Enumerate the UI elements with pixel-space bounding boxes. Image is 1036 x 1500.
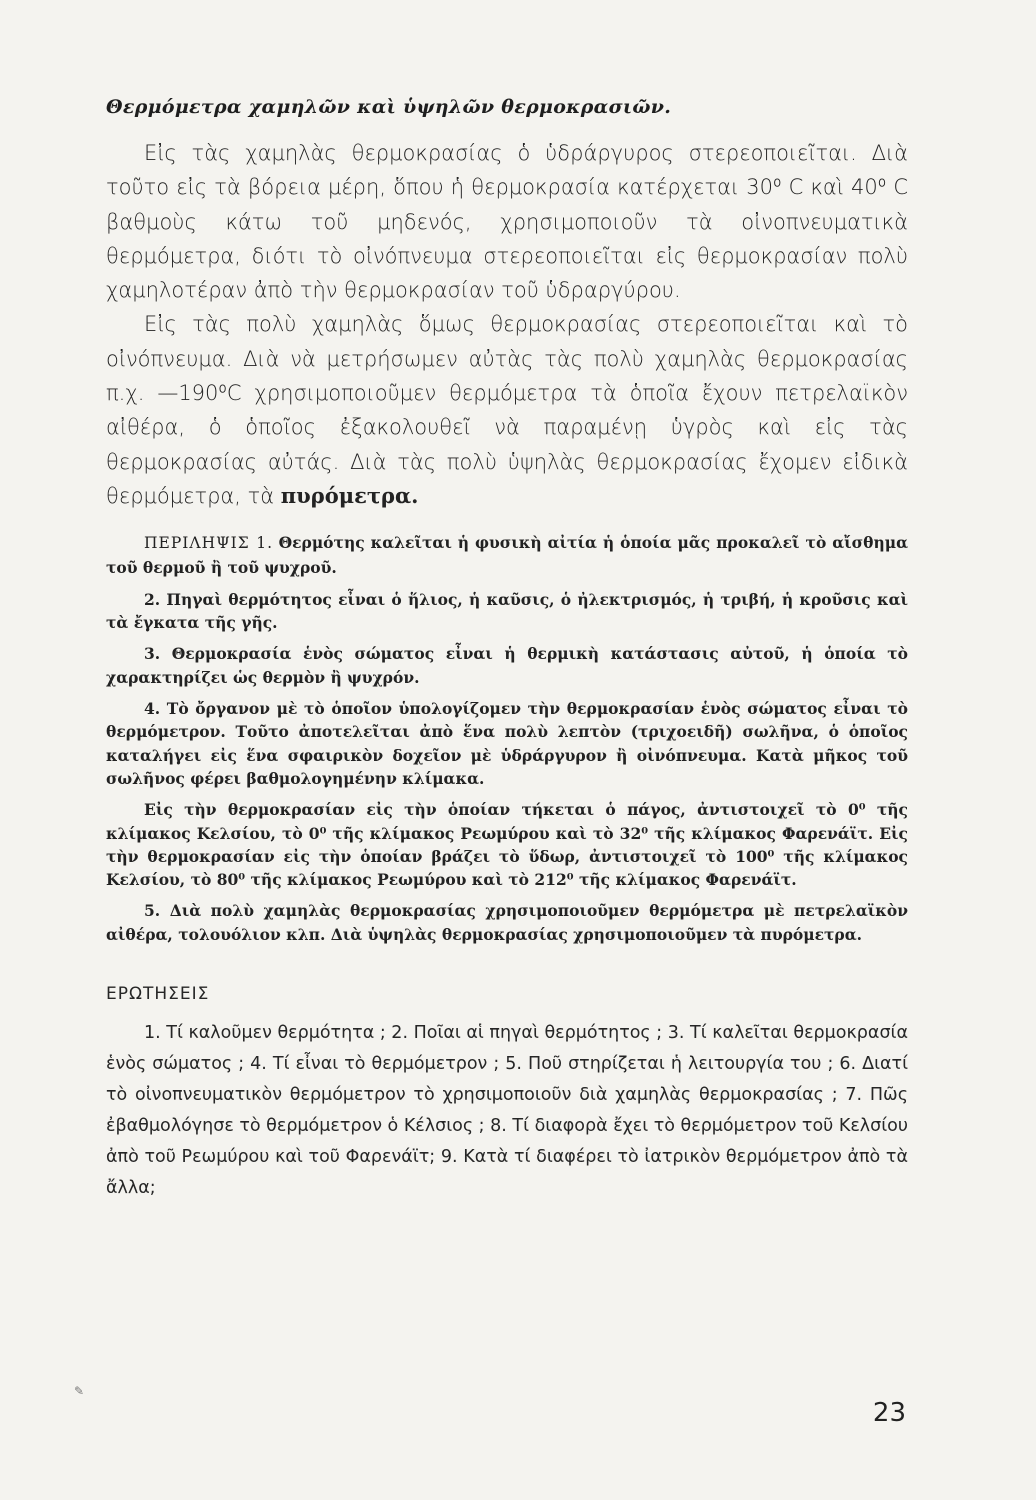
section-title-text: Θερμόμετρα χαμηλῶν καὶ ὑψηλῶν θερμοκρασιῶν. bbox=[106, 96, 672, 118]
summary-item-3: 3. Θερμοκρασία ἑνὸς σώματος εἶναι ἡ θερμικὴ κατάστασις αὐτοῦ, ἡ ὁποία τὸ χαρακτηρίζει ὡς θερμὸν ἢ ψυχρόν. bbox=[106, 644, 908, 687]
scan-mark-icon: ✎ bbox=[74, 1384, 85, 1398]
paragraph-very-low-temperatures bbox=[106, 307, 908, 513]
paragraph-low-temperatures: Εἰς τὰς χαμηλὰς θερμοκρασίας ὁ ὑδράργυρος στερεοποιεῖται. Διὰ τοῦτο εἰς τὰ βόρεια μέρη, ὅπου ἡ θερμοκρασία κατέρχεται 30⁰ C καὶ 40⁰ C βαθμοὺς κάτω τοῦ μηδενός, χρησιμοποιοῦν τὰ οἰνοπνευματικὰ θερμόμετρα, διότι τὸ οἰνόπνευμα στερεοποιεῖται εἰς θερμοκρασίαν πολὺ χαμηλοτέραν ἀπὸ τὴν θερμοκρασίαν τοῦ ὑδραργύρου. bbox=[106, 141, 908, 303]
summary-item-1-text: Θερμότης καλεῖται ἡ φυσικὴ αἰτία ἡ ὁποία μᾶς προκαλεῖ τὸ αἴσθημα τοῦ θερμοῦ ἢ τοῦ ψυχροῦ. bbox=[106, 533, 908, 577]
questions-title: ΕΡΩΤΗΣΕΙΣ bbox=[106, 984, 210, 1005]
summary-item-4: 4. Τὸ ὄργανον μὲ τὸ ὁποῖον ὑπολογίζομεν τὴν θερμοκρασίαν ἑνὸς σώματος εἶναι τὸ θερμόμετρον. Τοῦτο ἀποτελεῖται ἀπὸ ἕνα πολὺ λεπτὸν (τριχοειδῆ) σωλῆνα, ὁ ὁποῖος καταλήγει εἰς ἕνα σφαιρικὸν δοχεῖον μὲ ὑδράργυρον ἢ οἰνόπνευμα. Κατὰ μῆκος τοῦ σωλῆνος φέρει βαθμολογημένην κλίμακα. bbox=[106, 699, 908, 788]
summary-label: ΠΕΡΙΛΗΨΙΣ 1. bbox=[144, 534, 274, 553]
summary-item-1 bbox=[106, 531, 908, 580]
summary-item-5: 5. Διὰ πολὺ χαμηλὰς θερμοκρασίας χρησιμοποιοῦμεν θερμόμετρα μὲ πετρελαϊκὸν αἰθέρα, τολουόλιον κλπ. Διὰ ὑψηλὰς θερμοκρασίας χρησιμοποιοῦμεν τὰ πυρόμετρα. bbox=[106, 901, 908, 944]
section-title bbox=[106, 96, 908, 118]
questions-list: 1. Τί καλοῦμεν θερμότητα ; 2. Ποῖαι αἱ πηγαὶ θερμότητος ; 3. Τί καλεῖται θερμοκρασία ἑνὸς σώματος ; 4. Τί εἶναι τὸ θερμόμετρον ; 5. Ποῦ στηρίζεται ἡ λειτουργία του ; 6. Διατί τὸ οἰνοπνευματικὸν θερμόμετρον τὸ χρησιμοποιοῦν διὰ χαμηλὰς θερμοκρασίας ; 7. Πῶς ἐβαθμολόγησε τὸ θερμόμετρον ὁ Κέλσιος ; 8. Τί διαφορὰ ἔχει τὸ θερμόμετρον τοῦ Κελσίου ἀπὸ τοῦ Ρεωμύρου καὶ τοῦ Φαρενάϊτ; 9. Κατὰ τί διαφέρει τὸ ἰατρικὸν θερμόμετρον ἀπὸ τὰ ἄλλα; bbox=[106, 1023, 908, 1199]
summary-section bbox=[106, 531, 908, 946]
page-number: 23 bbox=[872, 1398, 906, 1428]
pyrometers-term: πυρόμετρα. bbox=[280, 482, 419, 508]
paragraph-very-low-temperatures-text: Εἰς τὰς πολὺ χαμηλὰς ὅμως θερμοκρασίας στερεοποιεῖται καὶ τὸ οἰνόπνευμα. Διὰ νὰ μετρήσωμεν αὐτὰς τὰς πολὺ χαμηλὰς θερμοκρασίας π.χ. —190⁰C χρησιμοποιοῦμεν θερμόμετρα τὰ ὁποῖα ἔχουν πετρελαϊκὸν αἰθέρα, ὁ ὁποῖος ἐξακολουθεῖ νὰ παραμένῃ ὑγρὸς καὶ εἰς τὰς θερμοκρασίας αὐτάς. Διὰ τὰς πολὺ ὑψηλὰς θερμοκρασίας ἔχομεν εἰδικὰ θερμόμετρα, τὰ bbox=[106, 312, 908, 508]
summary-item-4-scales: Εἰς τὴν θερμοκρασίαν εἰς τὴν ὁποίαν τήκεται ὁ πάγος, ἀντιστοιχεῖ τὸ 0⁰ τῆς κλίμακος Κελσίου, τὸ 0⁰ τῆς κλίμακος Ρεωμύρου καὶ τὸ 32⁰ τῆς κλίμακος Φαρενάϊτ. Εἰς τὴν θερμοκρασίαν εἰς τὴν ὁποίαν βράζει τὸ ὕδωρ, ἀντιστοιχεῖ τὸ 100⁰ τῆς κλίμακος Κελσίου, τὸ 80⁰ τῆς κλίμακος Ρεωμύρου καὶ τὸ 212⁰ τῆς κλίμακος Φαρενάϊτ. bbox=[106, 800, 908, 890]
summary-item-2: 2. Πηγαὶ θερμότητος εἶναι ὁ ἥλιος, ἡ καῦσις, ὁ ἠλεκτρισμός, ἡ τριβή, ἡ κροῦσις καὶ τὰ ἔγκατα τῆς γῆς. bbox=[106, 589, 908, 633]
page-content bbox=[106, 96, 908, 1204]
